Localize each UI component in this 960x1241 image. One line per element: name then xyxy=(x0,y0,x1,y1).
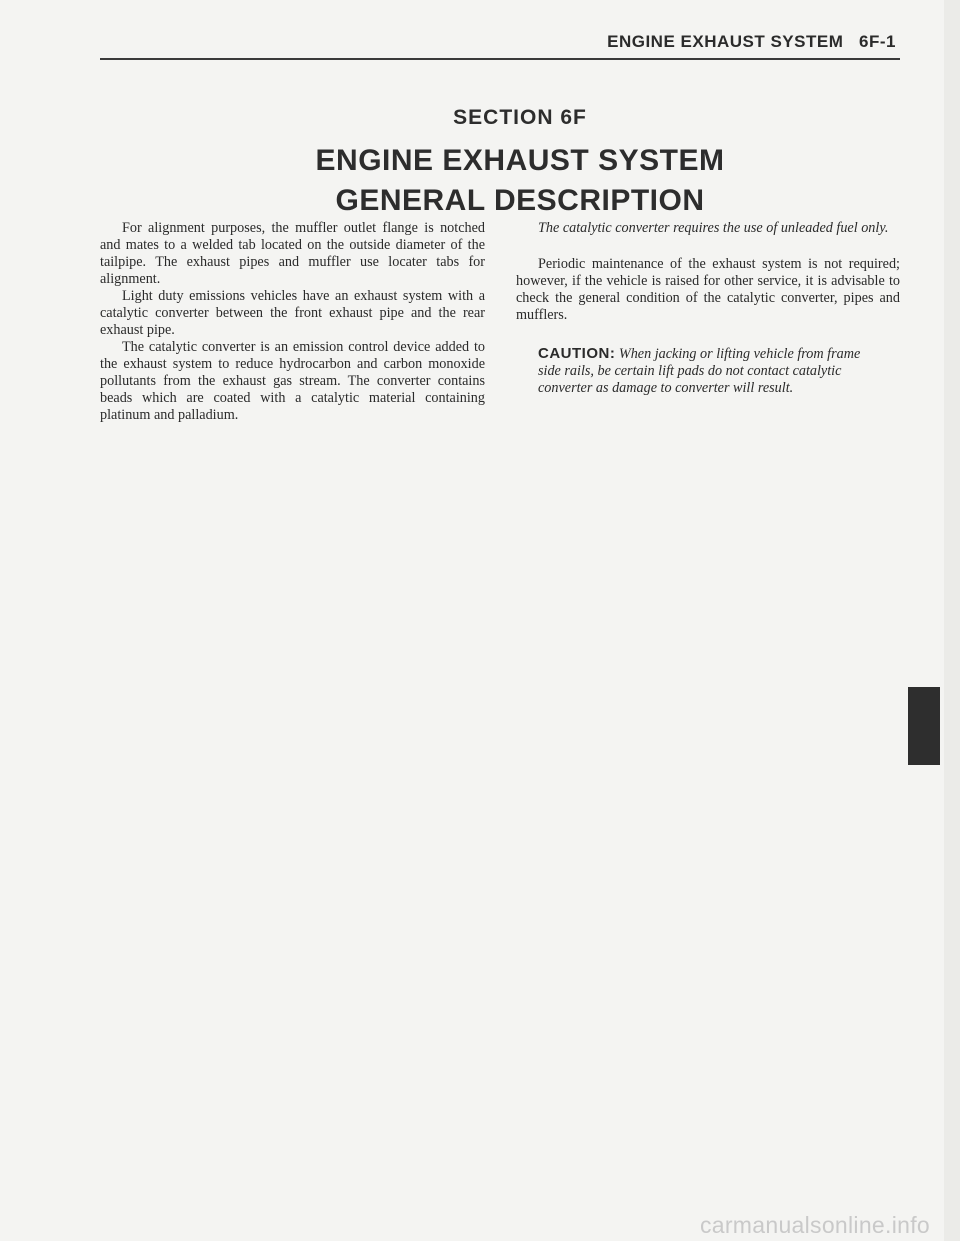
right-column xyxy=(516,220,900,397)
watermark: carmanualsonline.info xyxy=(699,1212,930,1238)
section-number: SECTION 6F xyxy=(453,106,587,129)
caution-block xyxy=(538,345,878,397)
running-header xyxy=(100,30,900,60)
title-block xyxy=(0,106,960,218)
running-title: ENGINE EXHAUST SYSTEM 6F-1 xyxy=(607,32,896,51)
page-title: ENGINE EXHAUST SYSTEM xyxy=(315,144,725,177)
section-tab-marker xyxy=(908,687,940,765)
left-column xyxy=(100,220,485,424)
unleaded-fuel-note: The catalytic converter requires the use of unleaded fuel only. xyxy=(538,220,889,236)
paragraph: For alignment purposes, the muffler outlet flange is notched and mates to a welded tab located on the outside diameter of the tailpipe. The exhaust pipes and muffler use locater tabs for alignment. xyxy=(100,220,485,287)
caution-text: When jacking or lifting vehicle from frame side rails, be certain lift pads do not contact catalytic converter as damage to converter will result. xyxy=(538,346,861,396)
paragraph: Light duty emissions vehicles have an exhaust system with a catalytic converter between the front exhaust pipe and the rear exhaust pipe. xyxy=(100,288,485,338)
paragraph: Periodic maintenance of the exhaust system is not required; however, if the vehicle is raised for other service, it is advisable to check the general condition of the catalytic converter, pipes and mufflers. xyxy=(516,256,900,323)
page-subtitle: GENERAL DESCRIPTION xyxy=(335,184,705,217)
caution-label: CAUTION: xyxy=(538,345,616,362)
paragraph: The catalytic converter is an emission control device added to the exhaust system to reduce hydrocarbon and carbon monoxide pollutants from the exhaust gas stream. The converter contains beads which are coated with a catalytic material containing platinum and palladium. xyxy=(100,339,485,423)
